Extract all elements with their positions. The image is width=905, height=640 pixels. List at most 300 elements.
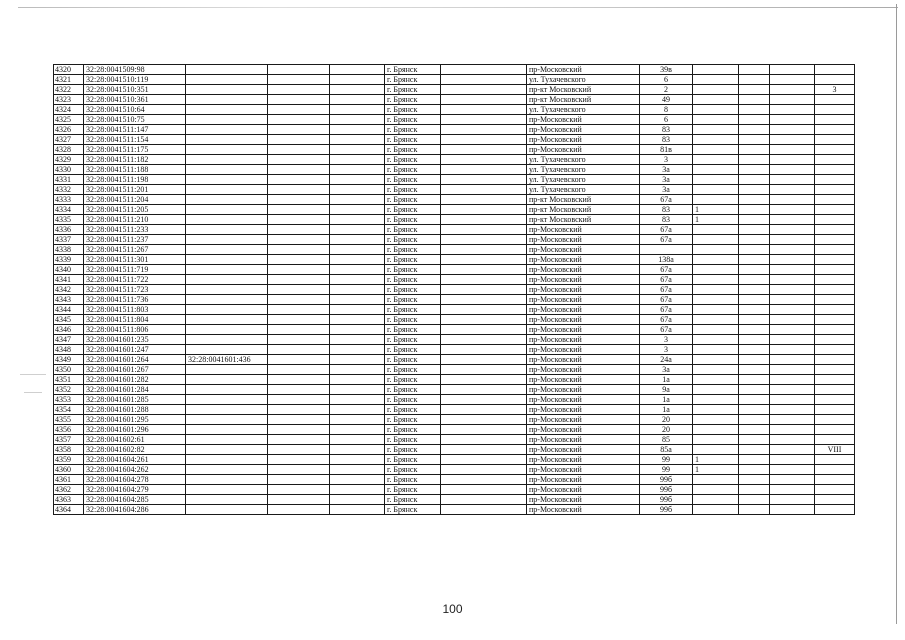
row-number: 4347 [54, 335, 84, 345]
empty-cell [441, 485, 527, 495]
city-cell: г. Брянск [385, 435, 441, 445]
flag-cell [693, 225, 739, 235]
row-number: 4342 [54, 285, 84, 295]
extra-cell [815, 345, 855, 355]
parent-cadastral-number [186, 195, 268, 205]
house-number: 24а [640, 355, 693, 365]
street-cell: пр-Московский [527, 115, 640, 125]
house-number: 67а [640, 285, 693, 295]
parent-cadastral-number [186, 465, 268, 475]
flag-cell [693, 275, 739, 285]
empty-cell [770, 145, 815, 155]
house-number: 3 [640, 335, 693, 345]
table-row [54, 315, 855, 325]
city-cell: г. Брянск [385, 215, 441, 225]
empty-cell [268, 395, 330, 405]
extra-cell [815, 475, 855, 485]
empty-cell [268, 435, 330, 445]
house-number: 2 [640, 85, 693, 95]
empty-cell [268, 295, 330, 305]
empty-cell [441, 395, 527, 405]
city-cell: г. Брянск [385, 105, 441, 115]
city-cell: г. Брянск [385, 175, 441, 185]
city-cell: г. Брянск [385, 275, 441, 285]
table-row [54, 355, 855, 365]
parent-cadastral-number [186, 285, 268, 295]
table-row [54, 165, 855, 175]
empty-cell [739, 395, 770, 405]
row-number: 4332 [54, 185, 84, 195]
flag-cell: 1 [693, 455, 739, 465]
city-cell: г. Брянск [385, 265, 441, 275]
extra-cell [815, 455, 855, 465]
empty-cell [268, 255, 330, 265]
city-cell: г. Брянск [385, 125, 441, 135]
table-row [54, 385, 855, 395]
extra-cell [815, 95, 855, 105]
empty-cell [441, 315, 527, 325]
parent-cadastral-number [186, 215, 268, 225]
extra-cell [815, 485, 855, 495]
parent-cadastral-number [186, 255, 268, 265]
street-cell: пр-кт Московский [527, 85, 640, 95]
empty-cell [330, 335, 385, 345]
parent-cadastral-number [186, 75, 268, 85]
empty-cell [268, 345, 330, 355]
empty-cell [441, 225, 527, 235]
empty-cell [739, 205, 770, 215]
empty-cell [330, 295, 385, 305]
table-row [54, 445, 855, 455]
empty-cell [739, 65, 770, 75]
cadastral-number: 32:28:0041511:201 [84, 185, 186, 195]
street-cell: пр-Московский [527, 355, 640, 365]
city-cell: г. Брянск [385, 85, 441, 95]
empty-cell [268, 425, 330, 435]
house-number: 1а [640, 395, 693, 405]
flag-cell [693, 335, 739, 345]
house-number: 1а [640, 405, 693, 415]
empty-cell [330, 365, 385, 375]
empty-cell [441, 185, 527, 195]
empty-cell [441, 305, 527, 315]
empty-cell [770, 435, 815, 445]
flag-cell [693, 65, 739, 75]
empty-cell [441, 235, 527, 245]
parent-cadastral-number [186, 445, 268, 455]
flag-cell [693, 245, 739, 255]
empty-cell [330, 95, 385, 105]
row-number: 4323 [54, 95, 84, 105]
table-row [54, 225, 855, 235]
empty-cell [739, 225, 770, 235]
row-number: 4333 [54, 195, 84, 205]
table-row [54, 475, 855, 485]
extra-cell [815, 275, 855, 285]
parent-cadastral-number [186, 505, 268, 515]
cadastral-number: 32:28:0041510:64 [84, 105, 186, 115]
empty-cell [330, 105, 385, 115]
extra-cell [815, 385, 855, 395]
house-number: 3а [640, 175, 693, 185]
cadastral-number: 32:28:0041604:278 [84, 475, 186, 485]
empty-cell [739, 75, 770, 85]
cadastral-number: 32:28:0041601:235 [84, 335, 186, 345]
empty-cell [268, 135, 330, 145]
parent-cadastral-number [186, 225, 268, 235]
flag-cell [693, 145, 739, 155]
parent-cadastral-number [186, 275, 268, 285]
table-row [54, 255, 855, 265]
table-row [54, 185, 855, 195]
street-cell: пр-Московский [527, 135, 640, 145]
flag-cell [693, 375, 739, 385]
flag-cell [693, 105, 739, 115]
row-number: 4351 [54, 375, 84, 385]
parent-cadastral-number [186, 205, 268, 215]
house-number: 3а [640, 365, 693, 375]
house-number: 67а [640, 295, 693, 305]
empty-cell [330, 135, 385, 145]
extra-cell [815, 465, 855, 475]
city-cell: г. Брянск [385, 445, 441, 455]
empty-cell [268, 125, 330, 135]
empty-cell [770, 385, 815, 395]
empty-cell [330, 185, 385, 195]
empty-cell [441, 125, 527, 135]
parent-cadastral-number [186, 95, 268, 105]
city-cell: г. Брянск [385, 75, 441, 85]
empty-cell [739, 405, 770, 415]
cadastral-number: 32:28:0041601:264 [84, 355, 186, 365]
empty-cell [441, 265, 527, 275]
empty-cell [739, 495, 770, 505]
empty-cell [770, 265, 815, 275]
flag-cell [693, 75, 739, 85]
flag-cell [693, 235, 739, 245]
cadastral-number: 32:28:0041601:285 [84, 395, 186, 405]
table-row [54, 65, 855, 75]
extra-cell [815, 175, 855, 185]
table-row [54, 465, 855, 475]
city-cell: г. Брянск [385, 95, 441, 105]
row-number: 4356 [54, 425, 84, 435]
house-number: 99б [640, 505, 693, 515]
house-number: 8 [640, 105, 693, 115]
street-cell: пр-Московский [527, 315, 640, 325]
extra-cell [815, 65, 855, 75]
street-cell: пр-Московский [527, 425, 640, 435]
flag-cell [693, 425, 739, 435]
empty-cell [770, 215, 815, 225]
empty-cell [330, 495, 385, 505]
empty-cell [441, 255, 527, 265]
empty-cell [739, 85, 770, 95]
row-number: 4352 [54, 385, 84, 395]
city-cell: г. Брянск [385, 225, 441, 235]
empty-cell [770, 285, 815, 295]
cadastral-number: 32:28:0041511:210 [84, 215, 186, 225]
flag-cell [693, 435, 739, 445]
empty-cell [739, 465, 770, 475]
flag-cell [693, 155, 739, 165]
street-cell: пр-Московский [527, 125, 640, 135]
house-number: 3 [640, 345, 693, 355]
empty-cell [441, 135, 527, 145]
extra-cell: VIII [815, 445, 855, 455]
street-cell: пр-кт Московский [527, 95, 640, 105]
empty-cell [739, 125, 770, 135]
empty-cell [739, 315, 770, 325]
house-number: 1а [640, 375, 693, 385]
empty-cell [441, 175, 527, 185]
row-number: 4335 [54, 215, 84, 225]
cadastral-number: 32:28:0041511:205 [84, 205, 186, 215]
parent-cadastral-number [186, 155, 268, 165]
parent-cadastral-number [186, 245, 268, 255]
row-number: 4357 [54, 435, 84, 445]
flag-cell [693, 175, 739, 185]
street-cell: пр-Московский [527, 235, 640, 245]
empty-cell [739, 235, 770, 245]
empty-cell [441, 105, 527, 115]
empty-cell [268, 75, 330, 85]
extra-cell [815, 215, 855, 225]
parent-cadastral-number [186, 145, 268, 155]
empty-cell [268, 485, 330, 495]
cadastral-number: 32:28:0041511:147 [84, 125, 186, 135]
city-cell: г. Брянск [385, 495, 441, 505]
street-cell: пр-Московский [527, 375, 640, 385]
street-cell: пр-кт Московский [527, 205, 640, 215]
table-row [54, 435, 855, 445]
empty-cell [770, 245, 815, 255]
empty-cell [441, 275, 527, 285]
empty-cell [330, 285, 385, 295]
cadastral-number: 32:28:0041511:182 [84, 155, 186, 165]
empty-cell [268, 495, 330, 505]
house-number: 67а [640, 315, 693, 325]
city-cell: г. Брянск [385, 155, 441, 165]
parent-cadastral-number [186, 485, 268, 495]
house-number: 6 [640, 115, 693, 125]
empty-cell [739, 275, 770, 285]
flag-cell [693, 165, 739, 175]
extra-cell [815, 235, 855, 245]
street-cell: пр-Московский [527, 385, 640, 395]
empty-cell [268, 205, 330, 215]
cadastral-number: 32:28:0041511:204 [84, 195, 186, 205]
empty-cell [268, 365, 330, 375]
empty-cell [739, 365, 770, 375]
empty-cell [268, 185, 330, 195]
flag-cell [693, 345, 739, 355]
city-cell: г. Брянск [385, 305, 441, 315]
city-cell: г. Брянск [385, 355, 441, 365]
empty-cell [739, 175, 770, 185]
empty-cell [268, 175, 330, 185]
flag-cell: 1 [693, 465, 739, 475]
table-row [54, 415, 855, 425]
city-cell: г. Брянск [385, 415, 441, 425]
empty-cell [739, 295, 770, 305]
empty-cell [770, 105, 815, 115]
flag-cell [693, 325, 739, 335]
flag-cell [693, 415, 739, 425]
empty-cell [330, 125, 385, 135]
empty-cell [330, 465, 385, 475]
empty-cell [330, 225, 385, 235]
house-number: 81в [640, 145, 693, 155]
empty-cell [441, 145, 527, 155]
city-cell: г. Брянск [385, 365, 441, 375]
extra-cell [815, 505, 855, 515]
parent-cadastral-number [186, 455, 268, 465]
table-row [54, 135, 855, 145]
city-cell: г. Брянск [385, 185, 441, 195]
empty-cell [441, 95, 527, 105]
empty-cell [441, 405, 527, 415]
cadastral-number: 32:28:0041511:804 [84, 315, 186, 325]
table-row [54, 215, 855, 225]
street-cell: пр-Московский [527, 475, 640, 485]
empty-cell [268, 445, 330, 455]
house-number: 67а [640, 195, 693, 205]
extra-cell [815, 155, 855, 165]
table-row [54, 335, 855, 345]
empty-cell [441, 195, 527, 205]
city-cell: г. Брянск [385, 455, 441, 465]
house-number: 67а [640, 305, 693, 315]
flag-cell [693, 185, 739, 195]
flag-cell [693, 385, 739, 395]
extra-cell [815, 315, 855, 325]
house-number: 99б [640, 475, 693, 485]
city-cell: г. Брянск [385, 235, 441, 245]
house-number: 3 [640, 155, 693, 165]
empty-cell [770, 275, 815, 285]
cadastral-number: 32:28:0041511:301 [84, 255, 186, 265]
empty-cell [770, 405, 815, 415]
empty-cell [330, 85, 385, 95]
extra-cell [815, 495, 855, 505]
house-number: 20 [640, 415, 693, 425]
empty-cell [268, 235, 330, 245]
table-row [54, 305, 855, 315]
flag-cell [693, 475, 739, 485]
empty-cell [770, 185, 815, 195]
parent-cadastral-number [186, 385, 268, 395]
table-row [54, 505, 855, 515]
city-cell: г. Брянск [385, 385, 441, 395]
city-cell: г. Брянск [385, 425, 441, 435]
extra-cell [815, 395, 855, 405]
empty-cell [268, 95, 330, 105]
table-row [54, 375, 855, 385]
empty-cell [268, 265, 330, 275]
street-cell: пр-Московский [527, 495, 640, 505]
empty-cell [770, 255, 815, 265]
empty-cell [441, 375, 527, 385]
empty-cell [441, 495, 527, 505]
row-number: 4339 [54, 255, 84, 265]
extra-cell [815, 205, 855, 215]
extra-cell [815, 195, 855, 205]
empty-cell [770, 155, 815, 165]
empty-cell [739, 385, 770, 395]
parent-cadastral-number [186, 165, 268, 175]
empty-cell [739, 435, 770, 445]
extra-cell [815, 285, 855, 295]
empty-cell [770, 365, 815, 375]
cadastral-number: 32:28:0041601:288 [84, 405, 186, 415]
table-row [54, 245, 855, 255]
empty-cell [441, 465, 527, 475]
empty-cell [330, 165, 385, 175]
page-number: 100 [442, 602, 463, 616]
row-number: 4343 [54, 295, 84, 305]
row-number: 4336 [54, 225, 84, 235]
empty-cell [330, 275, 385, 285]
parent-cadastral-number [186, 365, 268, 375]
street-cell: пр-Московский [527, 435, 640, 445]
flag-cell [693, 255, 739, 265]
city-cell: г. Брянск [385, 335, 441, 345]
flag-cell [693, 285, 739, 295]
empty-cell [739, 155, 770, 165]
empty-cell [770, 95, 815, 105]
empty-cell [330, 355, 385, 365]
cadastral-number: 32:28:0041511:803 [84, 305, 186, 315]
parent-cadastral-number [186, 425, 268, 435]
empty-cell [330, 375, 385, 385]
extra-cell [815, 255, 855, 265]
street-cell: пр-Московский [527, 295, 640, 305]
city-cell: г. Брянск [385, 295, 441, 305]
empty-cell [268, 195, 330, 205]
empty-cell [330, 455, 385, 465]
cadastral-number: 32:28:0041511:719 [84, 265, 186, 275]
extra-cell: 3 [815, 85, 855, 95]
empty-cell [739, 195, 770, 205]
city-cell: г. Брянск [385, 285, 441, 295]
row-number: 4359 [54, 455, 84, 465]
empty-cell [770, 355, 815, 365]
empty-cell [441, 425, 527, 435]
row-number: 4344 [54, 305, 84, 315]
empty-cell [268, 335, 330, 345]
cadastral-number: 32:28:0041511:237 [84, 235, 186, 245]
cadastral-number: 32:28:0041509:98 [84, 65, 186, 75]
scan-right-edge [896, 4, 897, 624]
empty-cell [441, 345, 527, 355]
street-cell: ул. Тухачевского [527, 155, 640, 165]
cadastral-number: 32:28:0041601:296 [84, 425, 186, 435]
city-cell: г. Брянск [385, 315, 441, 325]
flag-cell [693, 195, 739, 205]
parent-cadastral-number [186, 345, 268, 355]
flag-cell [693, 395, 739, 405]
parent-cadastral-number [186, 335, 268, 345]
parent-cadastral-number [186, 495, 268, 505]
row-number: 4363 [54, 495, 84, 505]
flag-cell [693, 405, 739, 415]
table-row [54, 75, 855, 85]
city-cell: г. Брянск [385, 115, 441, 125]
empty-cell [330, 475, 385, 485]
empty-cell [739, 415, 770, 425]
empty-cell [770, 375, 815, 385]
